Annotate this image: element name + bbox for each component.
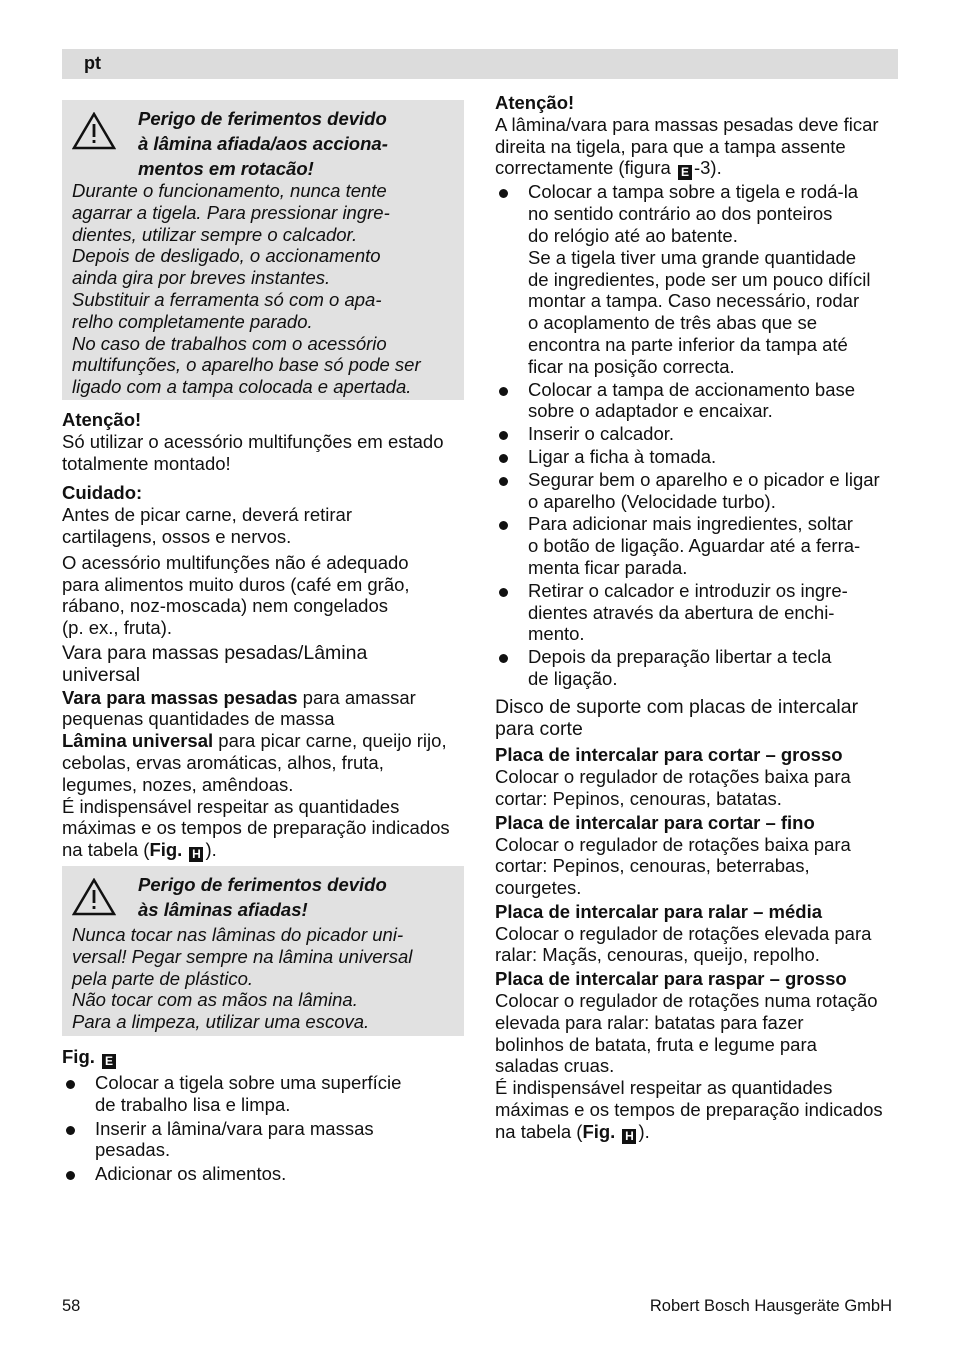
fig-label: Fig. <box>62 1046 95 1067</box>
list-item <box>495 379 905 423</box>
warning-title-line: à lâmina afiada/aos acciona- <box>138 132 388 154</box>
text-line: O acessório multifunções não é adequado <box>62 551 409 573</box>
fig-e-icon: E <box>678 165 692 180</box>
text-line: do relógio até ao batente. <box>528 224 738 246</box>
text-line: rábano, noz-moscada) nem congelados <box>62 595 388 617</box>
page-number: 58 <box>62 1297 81 1315</box>
text-line: agarrar a tigela. Para pressionar ingre- <box>72 201 390 223</box>
text-line: Só utilizar o acessório multifunções em estado <box>62 430 444 452</box>
text-line: Para adicionar mais ingredientes, soltar <box>528 513 853 535</box>
text-line: Colocar a tigela sobre uma superfície <box>95 1072 402 1093</box>
text-line: de trabalho lisa e limpa. <box>95 1093 291 1115</box>
text-line: saladas cruas. <box>495 1055 615 1077</box>
steps-list <box>62 1072 466 1185</box>
text-line: de ligação. <box>528 667 618 689</box>
warning-triangle-icon <box>72 878 116 916</box>
text-line: ficar na posição correcta. <box>528 355 735 377</box>
text-line: Retirar o calcador e introduzir os ingre- <box>528 579 848 601</box>
text-line: Segurar bem o aparelho e o picador e ligar <box>528 468 880 490</box>
lamina-label: Lâmina universal <box>62 730 214 752</box>
text-line: ralar: Maçãs, cenouras, queijo, repolho. <box>495 944 820 966</box>
assembly-steps-list <box>495 181 905 689</box>
list-item <box>495 580 905 645</box>
text-line: dientes através da abertura de enchi- <box>528 601 835 623</box>
list-item <box>62 1163 466 1185</box>
warning-title-line: mentos em rotacão! <box>138 157 314 179</box>
text-line: Colocar o regulador de rotações numa rotação <box>495 990 878 1012</box>
text-line: sobre o adaptador e encaixar. <box>528 400 773 422</box>
text-line: cebolas, ervas aromáticas, alhos, fruta, <box>62 751 384 773</box>
text-line: Antes de picar carne, deverá retirar <box>62 504 352 526</box>
list-item <box>495 469 905 513</box>
text-line: É indispensável respeitar as quantidades <box>62 795 400 817</box>
text-span: na tabela ( <box>495 1120 583 1142</box>
text-span: para amassar <box>297 686 416 708</box>
text-line: Se a tigela tiver uma grande quantidade <box>528 246 857 268</box>
text-span: para picar carne, queijo rijo, <box>213 730 447 752</box>
section-heading-disco <box>495 697 905 741</box>
text-line: Adicionar os alimentos. <box>95 1163 287 1185</box>
placa-label: Placa de intercalar para raspar – grosso <box>495 968 847 990</box>
fig-label: Fig. <box>149 839 183 861</box>
text-line: Depois da preparação libertar a tecla <box>528 646 832 668</box>
text-line: totalmente montado! <box>62 452 231 474</box>
text-line: legumes, nozes, amêndoas. <box>62 773 294 795</box>
text-line: no sentido contrário ao dos ponteiros <box>528 203 833 225</box>
text-line: para alimentos muito duros (café em grão, <box>62 573 410 595</box>
text-line: ligado com a tampa colocada e apertada. <box>72 376 412 398</box>
text-line: pesadas. <box>95 1139 171 1161</box>
warning-title <box>138 874 387 921</box>
text-line: o acoplamento de três abas que se <box>528 312 817 334</box>
text-line: courgetes. <box>495 877 582 899</box>
left-column-lower <box>62 1046 466 1185</box>
text-line: Durante o funcionamento, nunca tente <box>72 180 387 201</box>
list-item <box>495 423 905 445</box>
text-line: de ingredientes, pode ser um pouco difícil <box>528 268 871 290</box>
list-item <box>62 1118 466 1162</box>
list-item <box>495 446 905 468</box>
fig-h-icon: H <box>622 1129 636 1144</box>
text-line: relho completamente parado. <box>72 310 313 332</box>
text-span: ). <box>638 1120 650 1142</box>
placa-label: Placa de intercalar para ralar – média <box>495 900 823 922</box>
text-line: cartilagens, ossos e nervos. <box>62 525 292 547</box>
heading-line: Disco de suporte com placas de intercalar <box>495 695 859 718</box>
list-item <box>495 513 905 578</box>
warning-text <box>72 180 456 398</box>
right-column <box>495 92 905 1144</box>
language-code: pt <box>84 53 101 73</box>
list-item <box>495 181 905 377</box>
attention-label: Atenção! <box>62 409 142 430</box>
text-span: -3). <box>693 157 722 179</box>
text-line: Substituir a ferramenta só com o apa- <box>72 288 382 310</box>
text-line: elevada para ralar: batatas para fazer <box>495 1011 804 1033</box>
text-line: Inserir a lâmina/vara para massas <box>95 1117 374 1139</box>
vara-label: Vara para massas pesadas <box>62 686 298 708</box>
text-line: Colocar o regulador de rotações baixa para <box>495 833 851 855</box>
fig-e-heading <box>62 1046 466 1069</box>
list-item <box>62 1072 466 1116</box>
text-line: versal! Pegar sempre na lâmina universal <box>72 945 413 967</box>
text-line: É indispensável respeitar as quantidades <box>495 1077 833 1099</box>
placa-label: Placa de intercalar para cortar – grosso <box>495 744 843 766</box>
text-line: (p. ex., fruta). <box>62 617 173 639</box>
text-line: direita na tigela, para que a tampa assente <box>495 135 846 157</box>
text-line: multifunções, o aparelho base só pode ser <box>72 354 421 376</box>
text-line: máximas e os tempos de preparação indicados <box>495 1099 883 1121</box>
text-line: Não tocar com as mãos na lâmina. <box>72 989 358 1011</box>
table-reference <box>62 839 466 862</box>
table-reference <box>495 1121 905 1144</box>
lamina-description <box>62 730 466 752</box>
text-span: correctamente (figura <box>495 157 676 179</box>
text-line: pela parte de plástico. <box>72 967 254 989</box>
text-line: Colocar o regulador de rotações elevada para <box>495 922 872 944</box>
warning-title <box>138 108 388 179</box>
text-line: cortar: Pepinos, cenouras, batatas. <box>495 787 782 809</box>
heading-line: Vara para massas pesadas/Lâmina <box>62 641 368 664</box>
text-line: ainda gira por breves instantes. <box>72 267 331 289</box>
text-line: Nunca tocar nas lâminas do picador uni- <box>72 924 404 945</box>
section-heading-vara <box>62 643 466 687</box>
fig-h-icon: H <box>189 847 203 862</box>
text-line: montar a tampa. Caso necessário, rodar <box>528 290 860 312</box>
text-line: mento. <box>528 623 585 645</box>
text-span: na tabela ( <box>62 839 150 861</box>
text-line: A lâmina/vara para massas pesadas deve ficar <box>495 113 879 135</box>
text-line: máximas e os tempos de preparação indicados <box>62 817 450 839</box>
fig-e-icon: E <box>102 1054 116 1069</box>
text-line: bolinhos de batata, fruta e legume para <box>495 1033 817 1055</box>
text-line: Colocar a tampa de accionamento base <box>528 378 856 400</box>
text-line: Colocar o regulador de rotações baixa para <box>495 766 851 788</box>
heading-line: para corte <box>495 717 583 740</box>
text-line: o botão de ligação. Aguardar até a ferra- <box>528 535 861 557</box>
warning-title-line: às lâminas afiadas! <box>138 898 308 920</box>
text-line: Ligar a ficha à tomada. <box>528 445 717 467</box>
text-span: ). <box>205 839 217 861</box>
language-bar <box>62 49 898 79</box>
text-line: pequenas quantidades de massa <box>62 708 335 730</box>
attention-label: Atenção! <box>495 92 575 113</box>
list-item <box>495 646 905 690</box>
text-line: Depois de desligado, o accionamento <box>72 245 381 267</box>
warning-text <box>72 924 456 1033</box>
text-line: No caso de trabalhos com o acessório <box>72 332 387 354</box>
left-column-upper <box>62 409 466 862</box>
figure-reference <box>495 157 905 180</box>
warning-triangle-icon <box>72 112 116 150</box>
warning-box-sharp-blade <box>62 100 464 400</box>
warning-box-blades <box>62 866 464 1036</box>
text-line: o aparelho (Velocidade turbo). <box>528 490 776 512</box>
text-line: menta ficar parada. <box>528 556 688 578</box>
text-line: Inserir o calcador. <box>528 423 675 445</box>
company-name: Robert Bosch Hausgeräte GmbH <box>649 1297 892 1315</box>
text-line: encontra na parte inferior da tampa até <box>528 333 848 355</box>
warning-title-line: Perigo de ferimentos devido <box>138 108 387 129</box>
warning-title-line: Perigo de ferimentos devido <box>138 874 387 895</box>
vara-description <box>62 687 466 709</box>
text-line: Para a limpeza, utilizar uma escova. <box>72 1011 370 1033</box>
text-line: Colocar a tampa sobre a tigela e rodá-la <box>528 181 859 203</box>
placa-label: Placa de intercalar para cortar – fino <box>495 811 815 833</box>
fig-label: Fig. <box>582 1120 616 1142</box>
caution-label: Cuidado: <box>62 482 143 504</box>
text-line: cortar: Pepinos, cenouras, beterrabas, <box>495 855 810 877</box>
text-line: dientes, utilizar sempre o calcador. <box>72 223 358 245</box>
heading-line: universal <box>62 663 141 686</box>
